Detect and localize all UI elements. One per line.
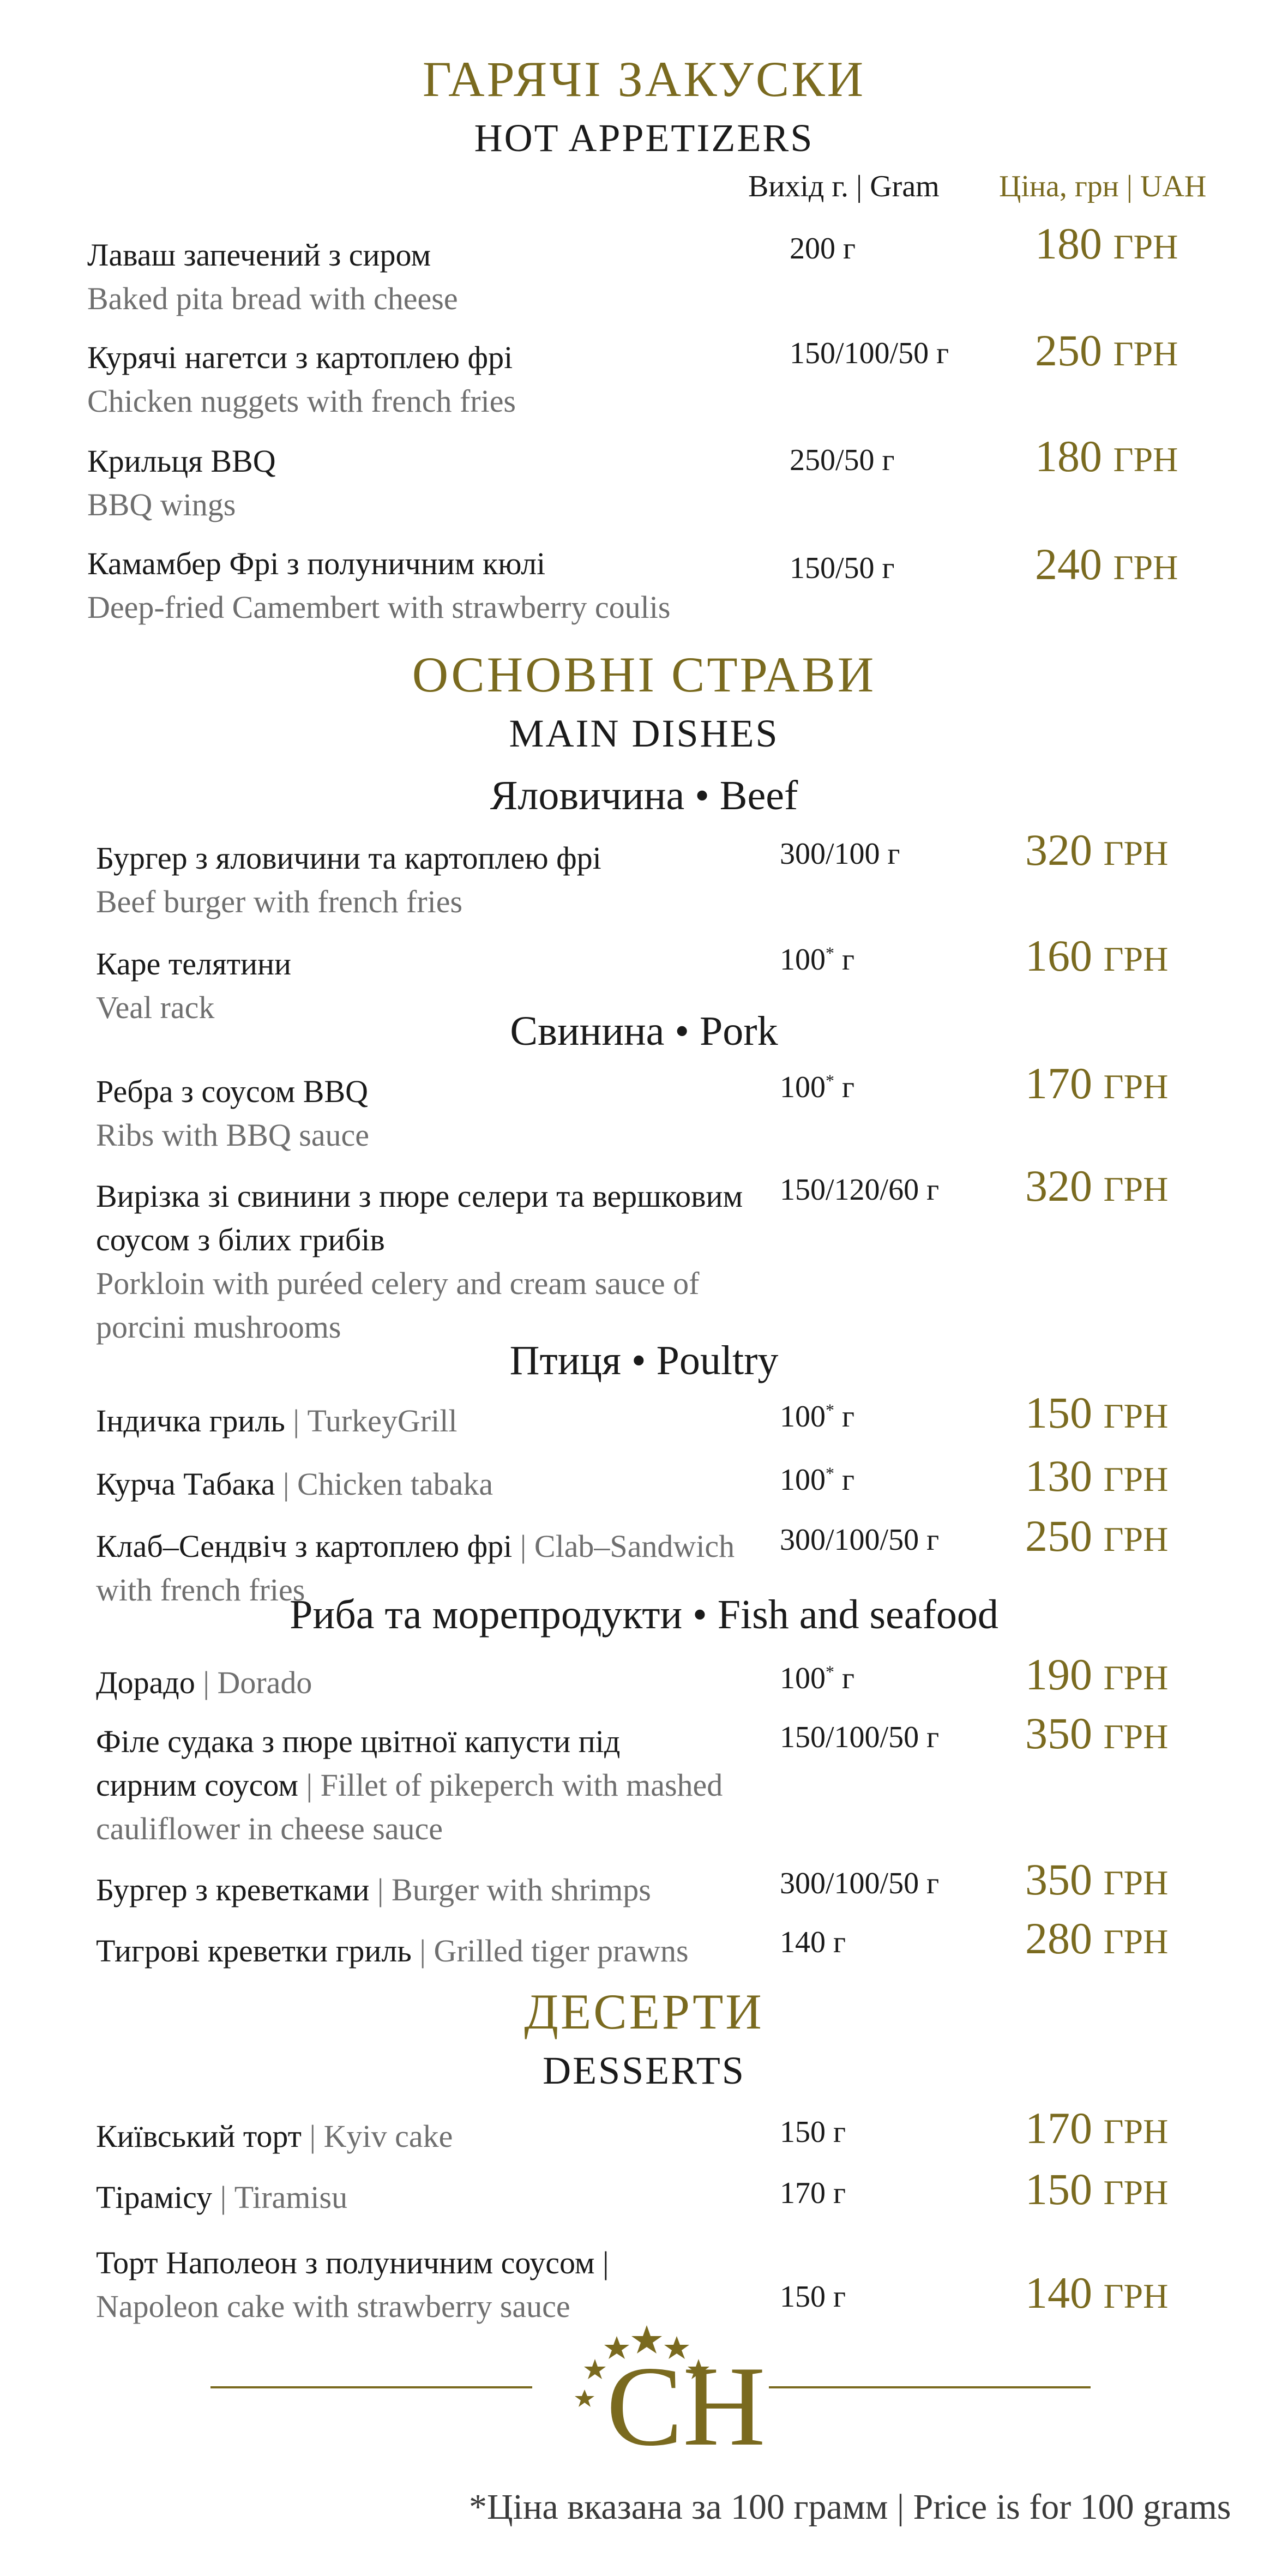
menu-item-name-en: BBQ wings xyxy=(87,487,236,522)
menu-item-weight: 100* г xyxy=(780,1070,854,1104)
menu-item-price: 280 ГРН xyxy=(1025,1913,1169,1963)
menu-item-price: 170 ГРН xyxy=(1025,2103,1169,2153)
menu-item-name-en: Chicken nuggets with french fries xyxy=(87,383,516,419)
section-title-desserts-en: DESSERTS xyxy=(543,2049,745,2092)
menu-item-name-en: Ribs with BBQ sauce xyxy=(96,1117,370,1153)
menu-item-name-ua: Вирізка зі свинини з пюре селери та вершковим xyxy=(96,1178,743,1214)
menu-item-name-en: Baked pita bread with cheese xyxy=(87,281,458,316)
menu-item-weight: 150/50 г xyxy=(790,551,895,585)
menu-item-weight: 150 г xyxy=(780,2280,846,2314)
menu-item-name-ua: Курячі нагетси з картоплею фрі xyxy=(87,340,513,375)
menu-item-weight: 300/100/50 г xyxy=(780,1867,940,1900)
menu-item-name-en: Beef burger with french fries xyxy=(96,884,463,919)
menu-item-price: 140 ГРН xyxy=(1025,2268,1169,2318)
menu-item-weight: 100* г xyxy=(780,943,854,977)
menu-item-name-ua: Торт Наполеон з полуничним соусом | xyxy=(96,2245,609,2280)
menu-item-name-ua: Філе судака з пюре цвітної капусти під xyxy=(96,1724,621,1759)
menu-item-name-en: Napoleon cake with strawberry sauce xyxy=(96,2289,570,2324)
section-title-desserts-ua: ДЕСЕРТИ xyxy=(524,1984,764,2039)
category-title-fish: Риба та морепродукти • Fish and seafood xyxy=(290,1592,998,1638)
menu-item-price: 240 ГРН xyxy=(1035,539,1178,589)
menu-item-name-en: Deep-fried Camembert with strawberry coulis xyxy=(87,589,671,625)
menu-item-name-ua: Крильця BBQ xyxy=(87,443,276,479)
menu-item-weight: 200 г xyxy=(790,232,856,266)
menu-item-weight: 140 г xyxy=(780,1925,846,1959)
category-title-poultry: Птиця • Poultry xyxy=(509,1338,779,1383)
menu-item-weight: 150 г xyxy=(780,2115,846,2149)
menu-item-price: 350 ГРН xyxy=(1025,1855,1169,1904)
menu-item-price: 250 ГРН xyxy=(1035,326,1178,375)
menu-item-weight: 150/100/50 г xyxy=(780,1720,940,1754)
divider-right xyxy=(769,2386,1091,2388)
menu-item-weight: 170 г xyxy=(780,2176,846,2210)
menu-item-price: 320 ГРН xyxy=(1025,1161,1169,1211)
section-title-main-ua: ОСНОВНІ СТРАВИ xyxy=(412,647,876,702)
menu-item-name: Дорадо | Dorado xyxy=(96,1665,312,1700)
section-title-hot-ua: ГАРЯЧІ ЗАКУСКИ xyxy=(422,51,866,107)
menu-item-name: Клаб–Сендвіч з картоплею фрі | Clab–Sandwich xyxy=(96,1528,735,1564)
menu-item-weight: 150/100/50 г xyxy=(790,336,949,370)
divider-left xyxy=(210,2386,532,2388)
menu-item-weight: 100* г xyxy=(780,1400,854,1434)
menu-item-name-ua: Камамбер Фрі з полуничним кюлі xyxy=(87,546,546,581)
menu-item-name-ua: Каре телятини xyxy=(96,946,292,982)
menu-item-price: 150 ГРН xyxy=(1025,1388,1169,1437)
menu-item-name-en: with french fries xyxy=(96,1572,305,1608)
menu-item-weight: 100* г xyxy=(780,1463,854,1497)
price-footnote: *Ціна вказана за 100 грамм | Price is for 100 grams xyxy=(469,2487,1231,2527)
logo xyxy=(565,2321,766,2470)
menu-item-price: 170 ГРН xyxy=(1025,1058,1169,1108)
menu-item-name: Індичка гриль | TurkeyGrill xyxy=(96,1403,458,1439)
menu-item-name: сирним соусом | Fillet of pikeperch with mashed xyxy=(96,1767,723,1803)
menu-item-name: Тигрові креветки гриль | Grilled tiger prawns xyxy=(96,1933,689,1969)
menu-item-name-en: porcini mushrooms xyxy=(96,1309,341,1345)
menu-item-name: Київський торт | Kyiv cake xyxy=(96,2118,453,2154)
menu-item-price: 150 ГРН xyxy=(1025,2164,1169,2214)
menu-item-weight: 250/50 г xyxy=(790,443,895,477)
category-title-pork: Свинина • Pork xyxy=(510,1008,778,1054)
menu-item-weight: 300/100 г xyxy=(780,837,900,871)
category-title-beef: Яловичина • Beef xyxy=(490,773,798,818)
menu-item-price: 130 ГРН xyxy=(1025,1451,1169,1501)
logo-letters: CH xyxy=(606,2343,766,2470)
menu-item-price: 250 ГРН xyxy=(1025,1511,1169,1561)
menu-item-name-ua: Лаваш запечений з сиром xyxy=(87,237,431,273)
price-column-header: Ціна, грн | UAH xyxy=(999,170,1207,203)
menu-item-name-en: Veal rack xyxy=(96,990,215,1025)
menu-item-name-ua: Бургер з яловичини та картоплею фрі xyxy=(96,840,601,876)
section-title-hot-en: HOT APPETIZERS xyxy=(474,116,814,160)
menu-item-price: 160 ГРН xyxy=(1025,931,1169,980)
menu-item-price: 180 ГРН xyxy=(1035,431,1178,481)
menu-item-weight: 150/120/60 г xyxy=(780,1173,940,1207)
menu-item-name: Тірамісу | Tiramisu xyxy=(96,2180,348,2215)
menu-item-price: 350 ГРН xyxy=(1025,1708,1169,1758)
menu-item-price: 190 ГРН xyxy=(1025,1650,1169,1699)
menu-item-name-ua: соусом з білих грибів xyxy=(96,1222,385,1257)
menu-item-name: Бургер з креветками | Burger with shrimps xyxy=(96,1872,651,1907)
menu-item-price: 320 ГРН xyxy=(1025,825,1169,875)
menu-item-weight: 100* г xyxy=(780,1662,854,1695)
menu-item-weight: 300/100/50 г xyxy=(780,1523,940,1557)
weight-column-header: Вихід г. | Gram xyxy=(748,170,940,203)
menu-item-price: 180 ГРН xyxy=(1035,219,1178,268)
menu-item-name-en: cauliflower in cheese sauce xyxy=(96,1811,443,1846)
menu-item-name: Курча Табака | Chicken tabaka xyxy=(96,1466,493,1502)
menu-item-name-en: Porkloin with puréed celery and cream sauce of xyxy=(96,1266,700,1301)
section-title-main-en: MAIN DISHES xyxy=(509,712,779,755)
menu-item-name-ua: Ребра з соусом BBQ xyxy=(96,1074,369,1109)
